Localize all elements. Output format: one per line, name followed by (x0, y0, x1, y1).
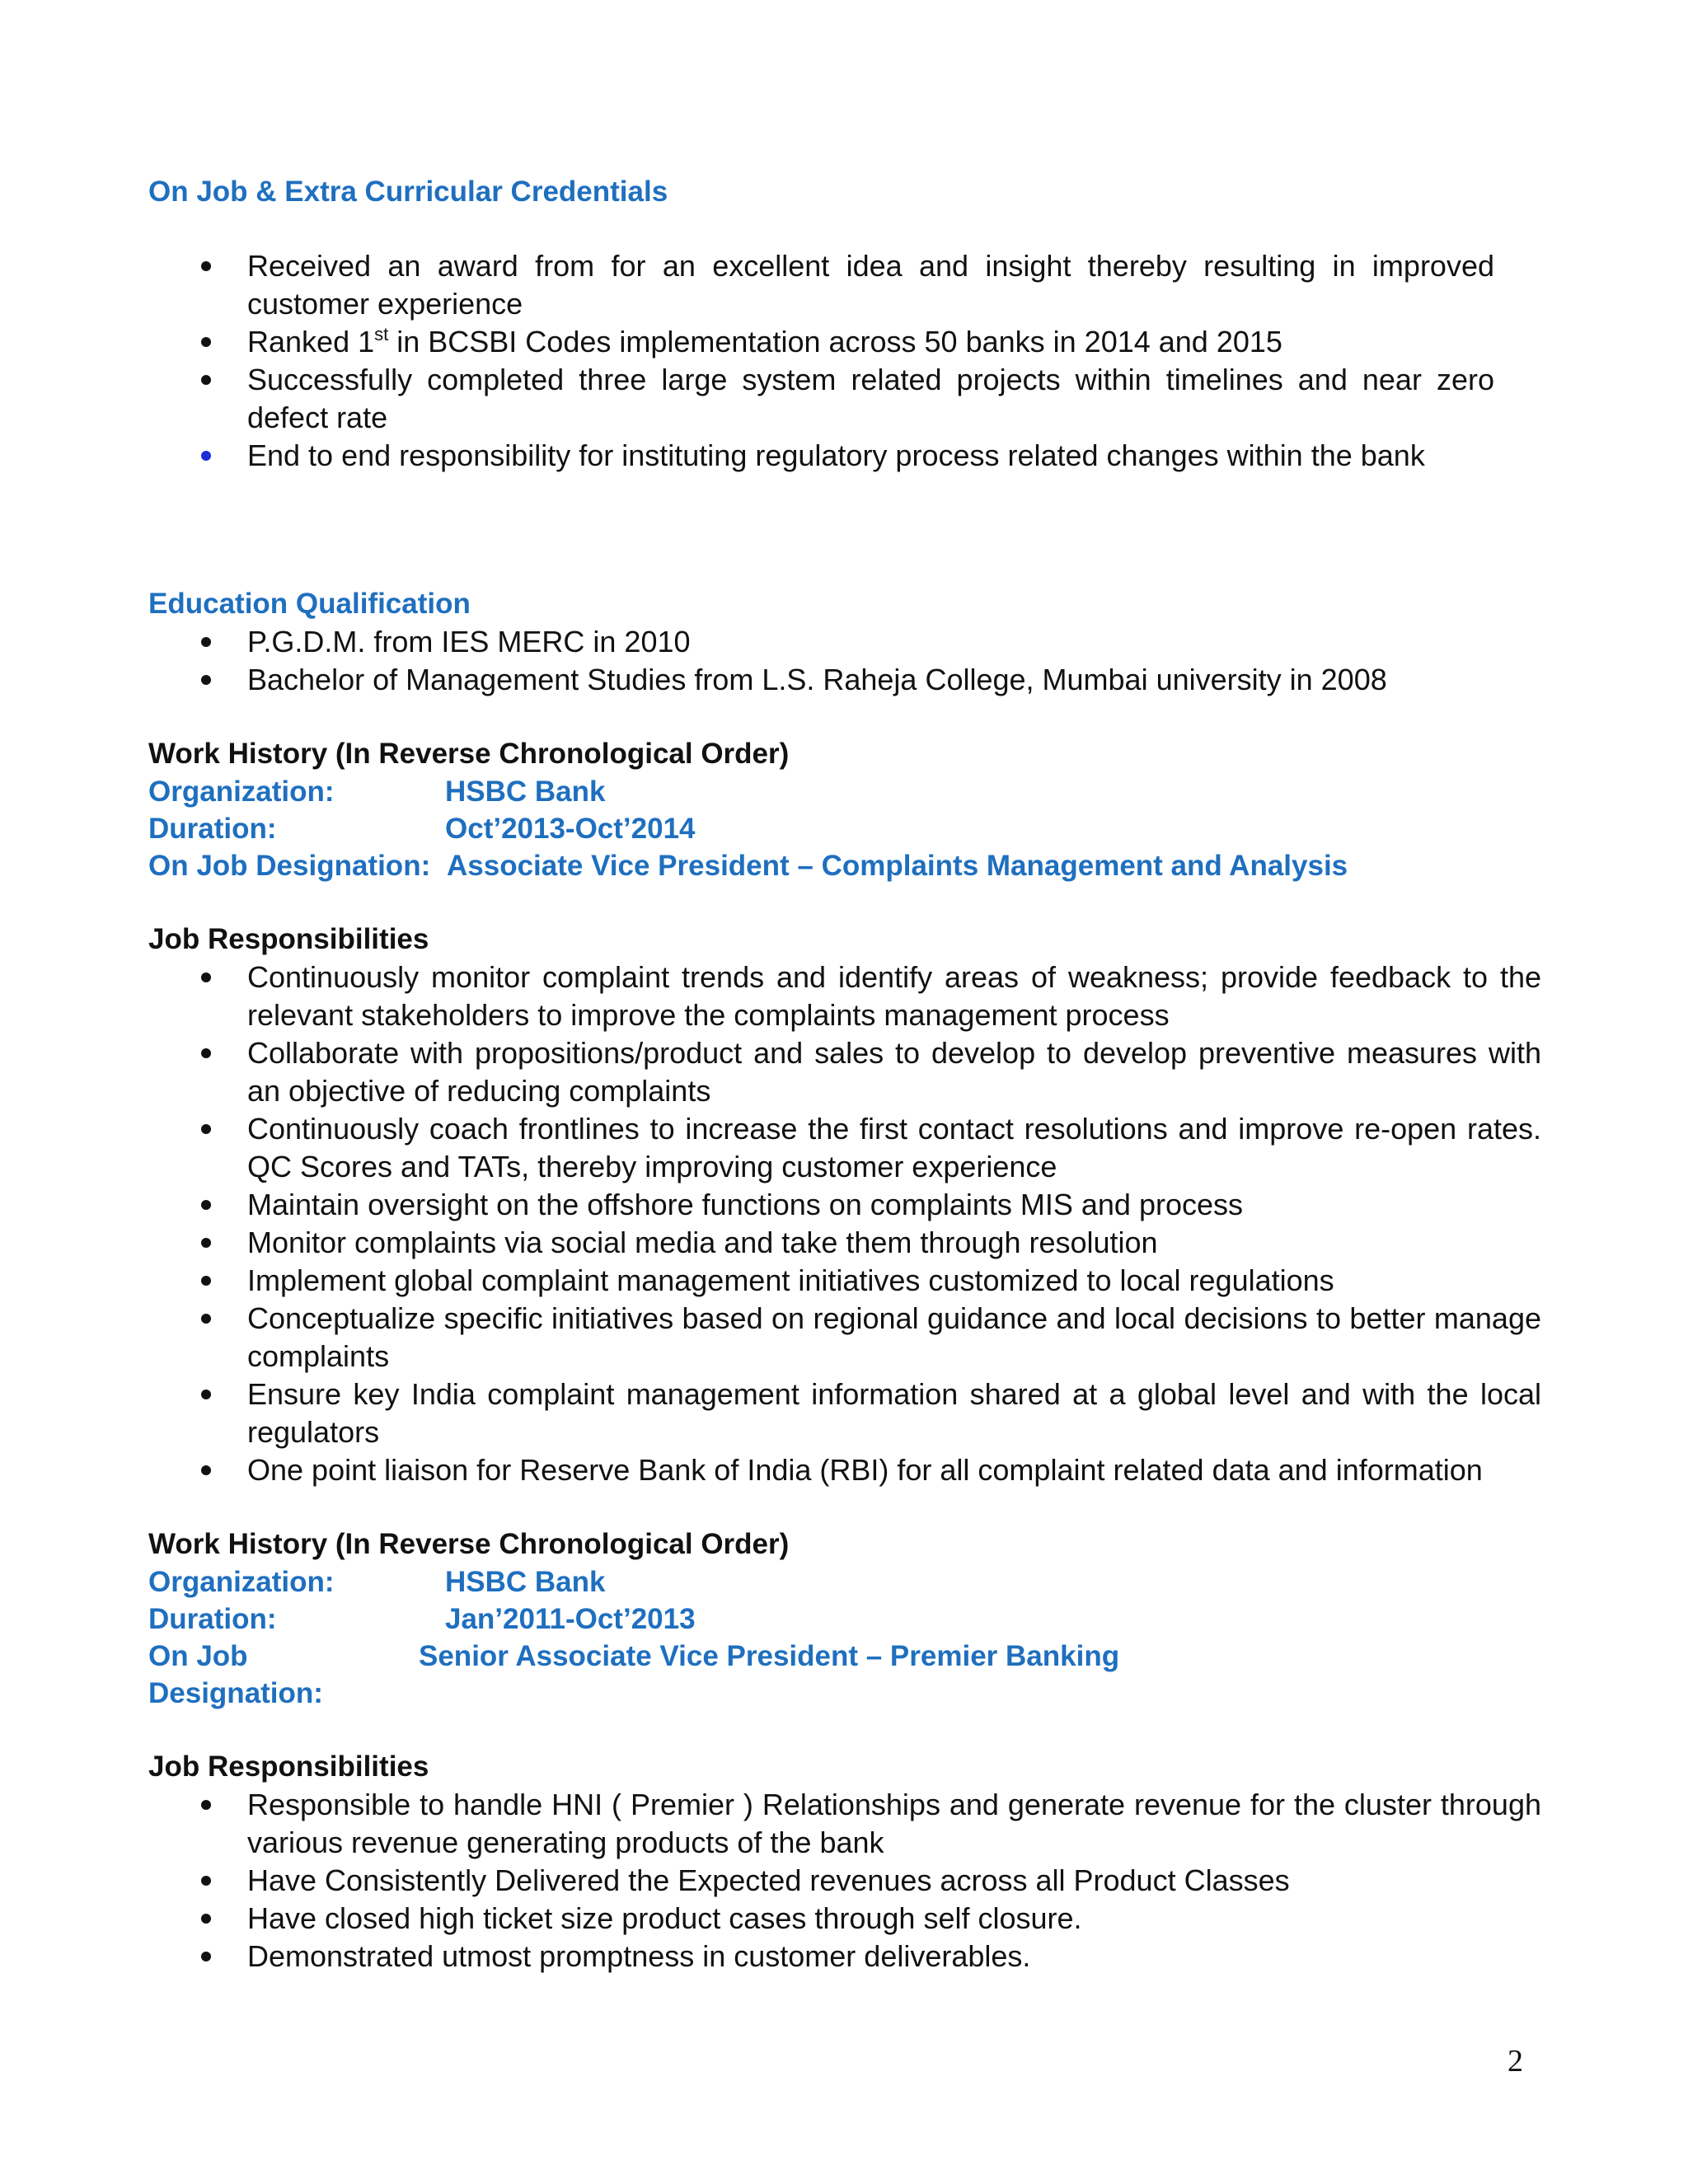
page-content (148, 173, 1541, 1975)
credentials-list (148, 247, 1494, 475)
rank-superscript: st (374, 324, 389, 344)
bullet-icon (201, 1952, 211, 1961)
duration-row: Duration: Jan’2011-Oct’2013 (148, 1603, 696, 1635)
designation-row: On Job Designation: Associate Vice President – Complaints Management and Analysis (148, 850, 1348, 882)
list-item: Collaborate with propositions/product and sales to develop to develop preventive measures with an objective of reducing complaints (148, 1034, 1541, 1110)
list-item: Continuously coach frontlines to increase the first contact resolutions and improve re-open rates. QC Scores and TATs, thereby improving customer experience (148, 1110, 1541, 1186)
education-heading: Education Qualification (148, 588, 471, 620)
bullet-icon (201, 972, 211, 982)
list-item: Successfully completed three large system related projects within timelines and near zero defect rate (148, 361, 1494, 437)
list-item: Ensure key India complaint management information shared at a global level and with the local regulators (148, 1376, 1541, 1451)
bullet-icon (201, 375, 211, 385)
credentials-heading: On Job & Extra Curricular Credentials (148, 176, 668, 208)
bullet-icon (201, 1314, 211, 1324)
list-item: One point liaison for Reserve Bank of India (RBI) for all complaint related data and information (148, 1451, 1541, 1489)
organization-row: Organization: HSBC Bank (148, 776, 606, 808)
responsibilities-list (148, 958, 1541, 1489)
list-item: Continuously monitor complaint trends and identify areas of weakness; provide feedback to the relevant stakeholders to improve the complaints management process (148, 958, 1541, 1034)
bullet-icon (201, 1238, 211, 1248)
bullet-icon (201, 1124, 211, 1134)
bullet-icon (201, 1390, 211, 1399)
bullet-icon (201, 1800, 211, 1810)
bullet-icon (201, 1200, 211, 1210)
list-item: End to end responsibility for instituting regulatory process related changes within the bank (148, 437, 1494, 475)
page-number: 2 (1507, 2044, 1523, 2079)
list-item: Monitor complaints via social media and take them through resolution (148, 1224, 1541, 1262)
bullet-icon (201, 1465, 211, 1475)
designation-row: On Job Designation: Senior Associate Vice President – Premier Banking (148, 1640, 1120, 1709)
list-item: Conceptualize specific initiatives based on regional guidance and local decisions to better manage complaints (148, 1300, 1541, 1376)
organization-row: Organization: HSBC Bank (148, 1566, 606, 1598)
job-responsibilities-heading: Job Responsibilities (148, 923, 429, 955)
bullet-icon (201, 261, 211, 271)
list-item: P.G.D.M. from IES MERC in 2010 (148, 623, 1541, 661)
bullet-icon (201, 1876, 211, 1886)
job-responsibilities-heading: Job Responsibilities (148, 1750, 429, 1783)
list-item: Received an award from for an excellent idea and insight thereby resulting in improved customer experience (148, 247, 1494, 323)
bullet-icon (201, 451, 211, 461)
education-list (148, 623, 1541, 699)
bullet-icon (201, 1914, 211, 1924)
work-history-heading: Work History (In Reverse Chronological Order) (148, 1528, 790, 1560)
list-item: Have Consistently Delivered the Expected revenues across all Product Classes (148, 1862, 1541, 1900)
bullet-icon (201, 1276, 211, 1286)
duration-row: Duration: Oct’2013-Oct’2014 (148, 813, 696, 845)
responsibilities-list (148, 1786, 1541, 1975)
list-item: Bachelor of Management Studies from L.S. Raheja College, Mumbai university in 2008 (148, 661, 1541, 699)
bullet-icon (201, 1048, 211, 1058)
list-item: Maintain oversight on the offshore functions on complaints MIS and process (148, 1186, 1541, 1224)
list-item: Ranked 1st in BCSBI Codes implementation across 50 banks in 2014 and 2015 (148, 323, 1494, 361)
list-item: Responsible to handle HNI ( Premier ) Relationships and generate revenue for the cluster through various revenue generating products of the bank (148, 1786, 1541, 1862)
bullet-icon (201, 675, 211, 685)
list-item: Demonstrated utmost promptness in customer deliverables. (148, 1938, 1541, 1975)
bullet-icon (201, 337, 211, 347)
list-item: Implement global complaint management initiatives customized to local regulations (148, 1262, 1541, 1300)
list-item: Have closed high ticket size product cases through self closure. (148, 1900, 1541, 1938)
work-history-heading: Work History (In Reverse Chronological Order) (148, 738, 790, 770)
bullet-icon (201, 637, 211, 647)
